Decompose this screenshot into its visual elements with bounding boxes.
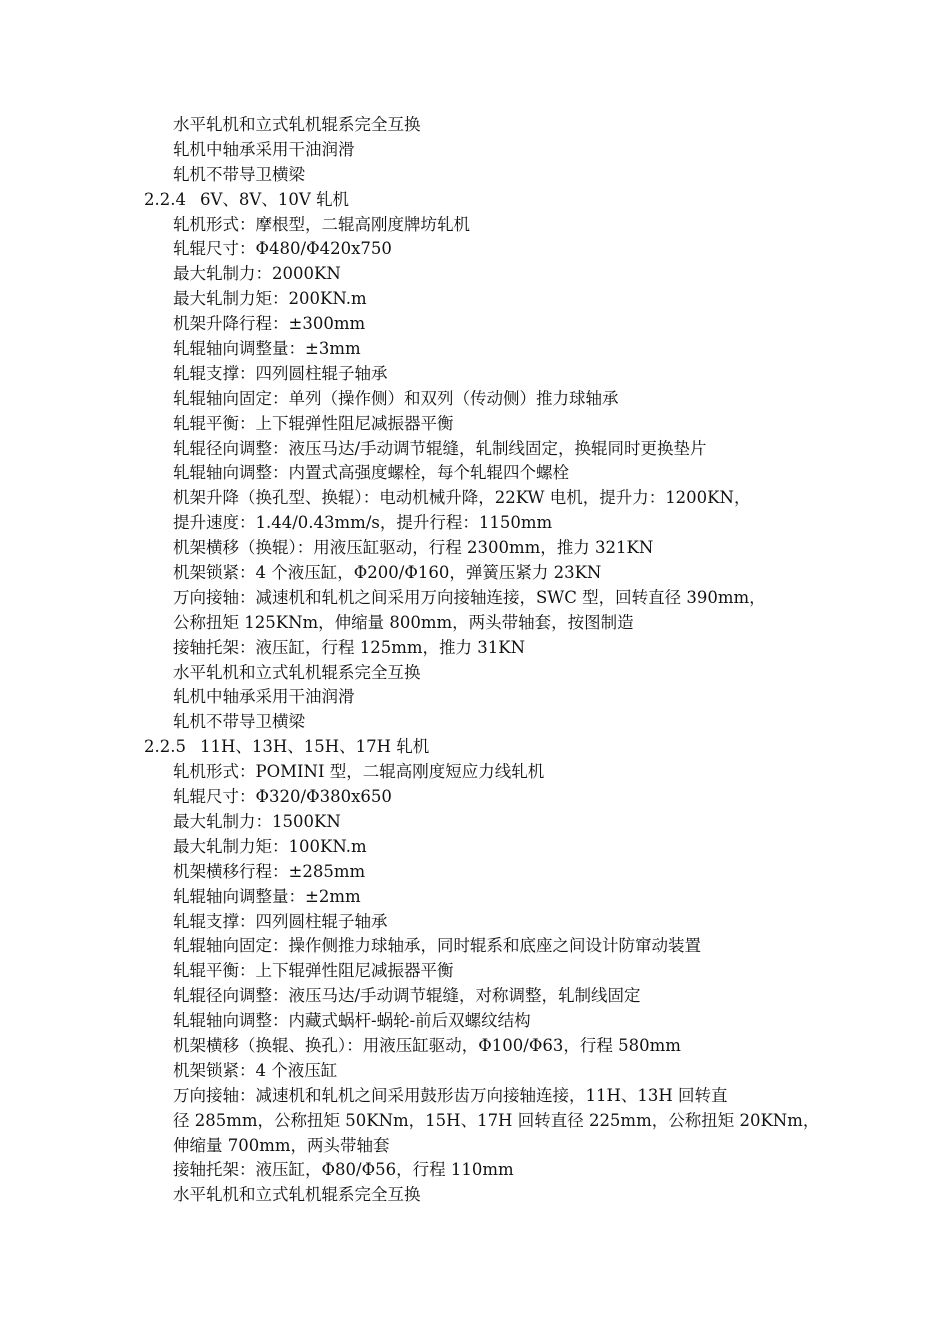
section-number: 2.2.5 — [144, 737, 186, 757]
section-heading — [0, 735, 950, 760]
section-heading — [0, 188, 950, 213]
spec-line: 轧辊支撑：四列圆柱辊子轴承 — [173, 363, 388, 383]
spec-line: 公称扭矩 125KNm，伸缩量 800mm，两头带轴套，按图制造 — [173, 612, 634, 632]
spec-line: 轧辊轴向固定：操作侧推力球轴承，同时辊系和底座之间设计防窜动装置 — [173, 936, 701, 956]
section-title: 6V、8V、10V 轧机 — [200, 189, 349, 209]
spec-line: 伸缩量 700mm，两头带轴套 — [173, 1135, 390, 1155]
spec-line: 最大轧制力：1500KN — [173, 811, 341, 831]
spec-line: 最大轧制力：2000KN — [173, 264, 341, 284]
spec-line: 轧辊轴向调整：内置式高强度螺栓，每个轧辊四个螺栓 — [173, 463, 569, 483]
spec-line: 机架横移（换辊、换孔）：用液压缸驱动，Φ100/Φ63，行程 580mm — [173, 1035, 681, 1055]
spec-line: 接轴托架：液压缸，行程 125mm，推力 31KN — [173, 637, 526, 657]
spec-line: 轧辊径向调整：液压马达/手动调节辊缝，对称调整，轧制线固定 — [173, 986, 641, 1006]
spec-line: 轧辊平衡：上下辊弹性阻尼减振器平衡 — [173, 413, 454, 433]
spec-line: 轧辊尺寸：Φ320/Φ380x650 — [173, 787, 392, 807]
spec-line: 水平轧机和立式轧机辊系完全互换 — [173, 662, 421, 682]
spec-line: 万向接轴：减速机和轧机之间采用万向接轴连接，SWC 型，回转直径 390mm， — [173, 587, 766, 607]
spec-line: 轧辊轴向调整：内藏式蜗杆-蜗轮-前后双螺纹结构 — [173, 1011, 531, 1031]
spec-line: 轧辊轴向调整量：±3mm — [173, 339, 361, 359]
spec-line: 轧机中轴承采用干油润滑 — [173, 139, 355, 159]
spec-line: 接轴托架：液压缸，Φ80/Φ56，行程 110mm — [173, 1160, 514, 1180]
section-number: 2.2.4 — [144, 189, 186, 209]
spec-line: 轧辊平衡：上下辊弹性阻尼减振器平衡 — [173, 961, 454, 981]
spec-line: 轧机不带导卫横梁 — [173, 164, 305, 184]
spec-line: 万向接轴：减速机和轧机之间采用鼓形齿万向接轴连接，11H、13H 回转直 — [173, 1085, 728, 1105]
spec-line: 最大轧制力矩：200KN.m — [173, 289, 367, 309]
spec-line: 提升速度：1.44/0.43mm/s，提升行程：1150mm — [173, 513, 553, 533]
spec-line: 最大轧制力矩：100KN.m — [173, 836, 367, 856]
spec-line: 机架升降（换孔型、换辊）：电动机械升降，22KW 电机，提升力：1200KN， — [173, 488, 751, 508]
spec-line: 轧辊轴向调整量：±2mm — [173, 886, 361, 906]
spec-line: 轧辊轴向固定：单列（操作侧）和双列（传动侧）推力球轴承 — [173, 388, 619, 408]
spec-line: 机架横移行程：±285mm — [173, 861, 366, 881]
spec-line: 轧辊支撑：四列圆柱辊子轴承 — [173, 911, 388, 931]
spec-line: 水平轧机和立式轧机辊系完全互换 — [173, 1185, 421, 1205]
section-title: 11H、13H、15H、17H 轧机 — [200, 737, 430, 757]
spec-line: 轧机不带导卫横梁 — [173, 712, 305, 732]
spec-line: 机架锁紧：4 个液压缸，Φ200/Φ160，弹簧压紧力 23KN — [173, 563, 602, 583]
spec-line: 轧辊径向调整：液压马达/手动调节辊缝，轧制线固定，换辊同时更换垫片 — [173, 438, 707, 458]
spec-line: 机架横移（换辊）：用液压缸驱动，行程 2300mm，推力 321KN — [173, 538, 654, 558]
spec-line: 径 285mm，公称扭矩 50KNm，15H、17H 回转直径 225mm，公称扭矩 20KNm， — [173, 1110, 820, 1130]
spec-line: 机架升降行程：±300mm — [173, 314, 366, 334]
spec-line: 轧机中轴承采用干油润滑 — [173, 687, 355, 707]
spec-line: 轧辊尺寸：Φ480/Φ420x750 — [173, 239, 392, 259]
spec-line: 水平轧机和立式轧机辊系完全互换 — [173, 115, 421, 134]
spec-line: 轧机形式：摩根型，二辊高刚度牌坊轧机 — [173, 214, 470, 234]
spec-line: 轧机形式：POMINI 型，二辊高刚度短应力线轧机 — [173, 762, 545, 782]
document-page — [0, 113, 950, 1208]
spec-line: 机架锁紧：4 个液压缸 — [173, 1060, 338, 1080]
